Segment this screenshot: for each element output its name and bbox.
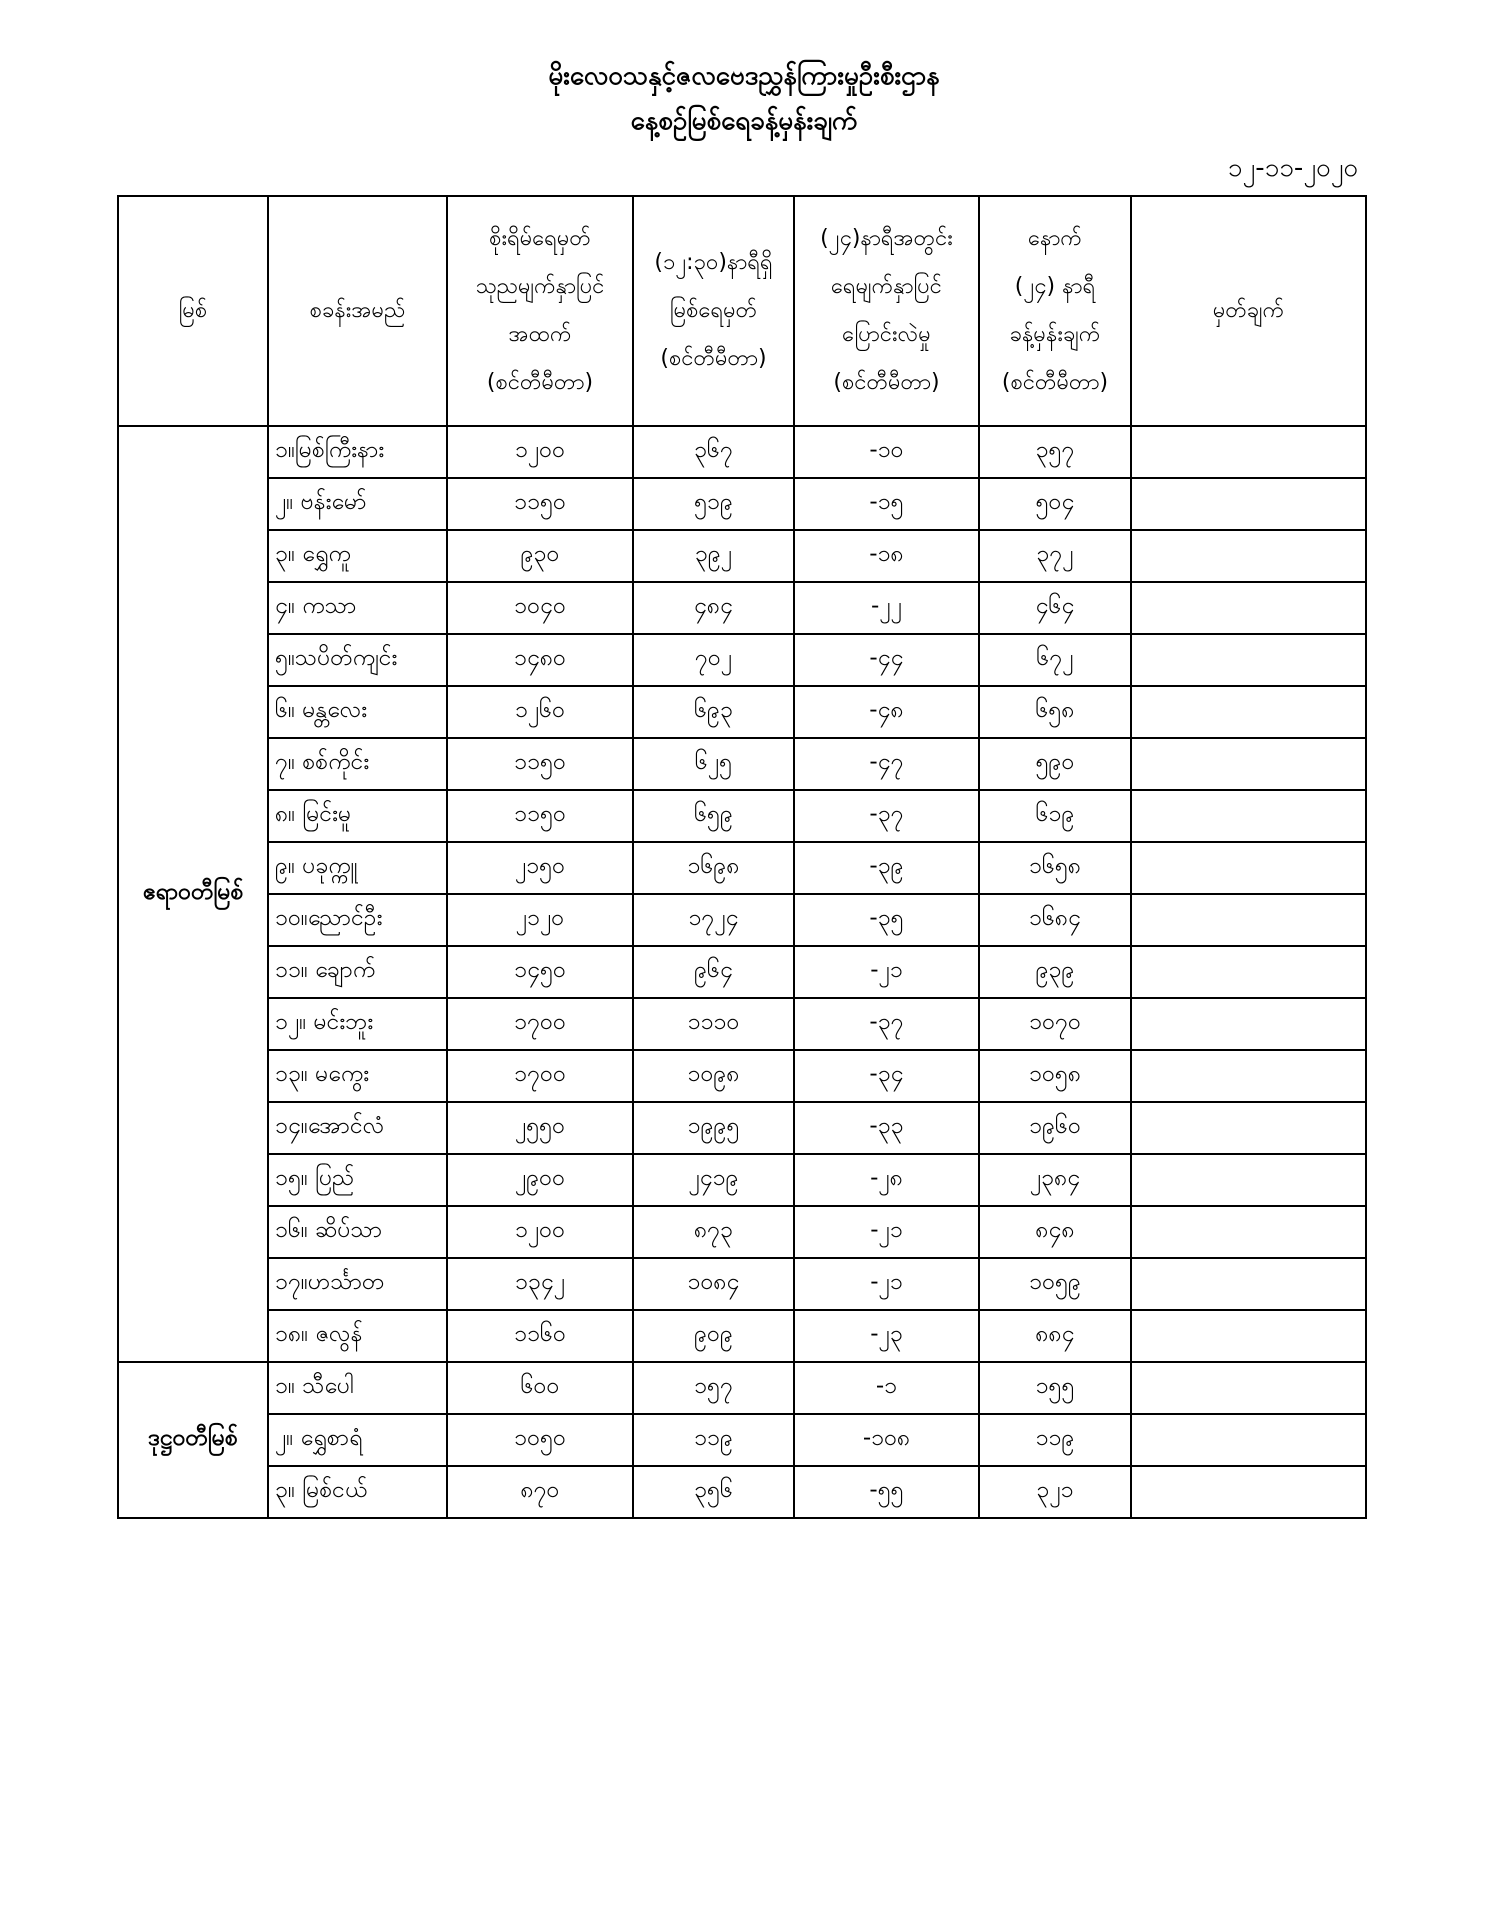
page-title: မိုးလေဝသနှင့်ဇလဗေဒညွှန်ကြားမှုဦးစီးဌာန (548, 61, 940, 91)
change-cell: -၁ (794, 1362, 979, 1414)
current-level-cell: ၉၆၄ (633, 946, 794, 998)
danger-level-cell: ၁၂၀၀ (447, 426, 633, 478)
forecast-cell: ၁၆၅၈ (979, 842, 1131, 894)
table-row (118, 790, 1366, 842)
station-cell: ၂။ ရွှေစာရံ (268, 1414, 447, 1466)
forecast-cell: ၉၃၉ (979, 946, 1131, 998)
change-cell: -၃၃ (794, 1102, 979, 1154)
change-cell: -၃၄ (794, 1050, 979, 1102)
change-cell: -၃၅ (794, 894, 979, 946)
current-level-cell: ၁၅၇ (633, 1362, 794, 1414)
change-cell: -၄၇ (794, 738, 979, 790)
remark-cell (1131, 1414, 1366, 1466)
table-row (118, 842, 1366, 894)
forecast-cell: ၁၀၅၈ (979, 1050, 1131, 1102)
forecast-cell: ၃၅၇ (979, 426, 1131, 478)
table-row (118, 1258, 1366, 1310)
change-cell: -၃၇ (794, 790, 979, 842)
table-header-row (118, 196, 1366, 426)
forecast-cell: ၆၅၈ (979, 686, 1131, 738)
current-level-cell: ၉၀၉ (633, 1310, 794, 1362)
river-name-cell: ဧရာဝတီမြစ် (118, 426, 268, 1362)
remark-cell (1131, 426, 1366, 478)
header-remark: မှတ်ချက် (1131, 196, 1366, 426)
station-cell: ၅။သပိတ်ကျင်း (268, 634, 447, 686)
remark-cell (1131, 894, 1366, 946)
current-level-cell: ၁၇၂၄ (633, 894, 794, 946)
danger-level-cell: ၂၁၅၀ (447, 842, 633, 894)
danger-level-cell: ၁၁၆၀ (447, 1310, 633, 1362)
forecast-cell: ၅၉၀ (979, 738, 1131, 790)
header-danger-level: စိုးရိမ်ရေမှတ် သုညမျက်နှာပြင် အထက် (စင်တီမီတာ) (447, 196, 633, 426)
station-cell: ၄။ ကသာ (268, 582, 447, 634)
current-level-cell: ၆၉၃ (633, 686, 794, 738)
change-cell: -၃၇ (794, 998, 979, 1050)
forecast-cell: ၃၂၁ (979, 1466, 1131, 1518)
current-level-cell: ၅၁၉ (633, 478, 794, 530)
forecast-cell: ၈၈၄ (979, 1310, 1131, 1362)
danger-level-cell: ၂၅၅၀ (447, 1102, 633, 1154)
change-cell: -၃၉ (794, 842, 979, 894)
station-cell: ၈။ မြင်းမူ (268, 790, 447, 842)
remark-cell (1131, 1362, 1366, 1414)
header-current-level: (၁၂:၃၀)နာရီရှိ မြစ်ရေမှတ် (စင်တီမီတာ) (633, 196, 794, 426)
danger-level-cell: ၁၀၅၀ (447, 1414, 633, 1466)
danger-level-cell: ၁၁၅၀ (447, 790, 633, 842)
remark-cell (1131, 946, 1366, 998)
forecast-cell: ၅၀၄ (979, 478, 1131, 530)
table-row (118, 1466, 1366, 1518)
forecast-cell: ၈၄၈ (979, 1206, 1131, 1258)
remark-cell (1131, 478, 1366, 530)
remark-cell (1131, 790, 1366, 842)
table-row (118, 1102, 1366, 1154)
table-row (118, 894, 1366, 946)
table-row (118, 1362, 1366, 1414)
station-cell: ၁။ သီပေါ (268, 1362, 447, 1414)
danger-level-cell: ၉၃၀ (447, 530, 633, 582)
change-cell: -၂၁ (794, 946, 979, 998)
remark-cell (1131, 1050, 1366, 1102)
danger-level-cell: ၁၃၄၂ (447, 1258, 633, 1310)
change-cell: -၂၂ (794, 582, 979, 634)
danger-level-cell: ၁၁၅၀ (447, 738, 633, 790)
danger-level-cell: ၆၀၀ (447, 1362, 633, 1414)
change-cell: -၁၈ (794, 530, 979, 582)
current-level-cell: ၇၀၂ (633, 634, 794, 686)
change-cell: -၁၀၈ (794, 1414, 979, 1466)
current-level-cell: ၁၀၈၄ (633, 1258, 794, 1310)
current-level-cell: ၁၆၉၈ (633, 842, 794, 894)
river-forecast-table (117, 195, 1367, 1519)
danger-level-cell: ၁၇၀၀ (447, 1050, 633, 1102)
forecast-cell: ၂၃၈၄ (979, 1154, 1131, 1206)
table-row (118, 1310, 1366, 1362)
remark-cell (1131, 998, 1366, 1050)
forecast-cell: ၁၉၆၀ (979, 1102, 1131, 1154)
forecast-cell: ၁၀၅၉ (979, 1258, 1131, 1310)
remark-cell (1131, 530, 1366, 582)
river-name-cell: ဒုဋ္ဌဝတီမြစ် (118, 1362, 268, 1518)
danger-level-cell: ၁၂၆၀ (447, 686, 633, 738)
remark-cell (1131, 634, 1366, 686)
remark-cell (1131, 1310, 1366, 1362)
forecast-cell: ၃၇၂ (979, 530, 1131, 582)
header-river: မြစ် (118, 196, 268, 426)
table-row (118, 946, 1366, 998)
change-cell: -၄၄ (794, 634, 979, 686)
table-row (118, 634, 1366, 686)
station-cell: ၁၂။ မင်းဘူး (268, 998, 447, 1050)
change-cell: -၅၅ (794, 1466, 979, 1518)
danger-level-cell: ၂၁၂၀ (447, 894, 633, 946)
change-cell: -၂၃ (794, 1310, 979, 1362)
change-cell: -၂၈ (794, 1154, 979, 1206)
table-row (118, 1414, 1366, 1466)
change-cell: -၁၅ (794, 478, 979, 530)
danger-level-cell: ၁၀၄၀ (447, 582, 633, 634)
danger-level-cell: ၂၉၀၀ (447, 1154, 633, 1206)
danger-level-cell: ၁၁၅၀ (447, 478, 633, 530)
current-level-cell: ၈၇၃ (633, 1206, 794, 1258)
forecast-cell: ၁၀၇၀ (979, 998, 1131, 1050)
station-cell: ၉။ ပခုက္ကူ (268, 842, 447, 894)
station-cell: ၃။ မြစ်ငယ် (268, 1466, 447, 1518)
danger-level-cell: ၈၇၀ (447, 1466, 633, 1518)
remark-cell (1131, 1466, 1366, 1518)
remark-cell (1131, 582, 1366, 634)
table-body (118, 426, 1366, 1518)
station-cell: ၁၀။ညောင်ဦး (268, 894, 447, 946)
current-level-cell: ၁၉၉၅ (633, 1102, 794, 1154)
station-cell: ၆။ မန္တလေး (268, 686, 447, 738)
current-level-cell: ၂၄၁၉ (633, 1154, 794, 1206)
danger-level-cell: ၁၂၀၀ (447, 1206, 633, 1258)
table-row (118, 426, 1366, 478)
station-cell: ၁။မြစ်ကြီးနား (268, 426, 447, 478)
table-row (118, 1206, 1366, 1258)
header-station: စခန်းအမည် (268, 196, 447, 426)
danger-level-cell: ၁၄၈၀ (447, 634, 633, 686)
current-level-cell: ၃၉၂ (633, 530, 794, 582)
header-change-24h: (၂၄)နာရီအတွင်း ရေမျက်နှာပြင် ပြောင်းလဲမှု (စင်တီမီတာ) (794, 196, 979, 426)
remark-cell (1131, 1206, 1366, 1258)
remark-cell (1131, 1258, 1366, 1310)
remark-cell (1131, 686, 1366, 738)
table-row (118, 530, 1366, 582)
current-level-cell: ၁၁၁၀ (633, 998, 794, 1050)
danger-level-cell: ၁၄၅၀ (447, 946, 633, 998)
table-row (118, 478, 1366, 530)
forecast-cell: ၆၁၉ (979, 790, 1131, 842)
remark-cell (1131, 1102, 1366, 1154)
header-forecast: နောက် (၂၄) နာရီ ခန့်မှန်းချက် (စင်တီမီတာ) (979, 196, 1131, 426)
station-cell: ၁၁။ ချောက် (268, 946, 447, 998)
forecast-cell: ၆၇၂ (979, 634, 1131, 686)
station-cell: ၁၄။အောင်လံ (268, 1102, 447, 1154)
table-row (118, 1050, 1366, 1102)
change-cell: -၁၀ (794, 426, 979, 478)
table-row (118, 686, 1366, 738)
table-row (118, 582, 1366, 634)
current-level-cell: ၆၅၉ (633, 790, 794, 842)
forecast-cell: ၁၆၈၄ (979, 894, 1131, 946)
change-cell: -၄၈ (794, 686, 979, 738)
table-row (118, 738, 1366, 790)
page-subtitle: နေ့စဉ်မြစ်ရေခန့်မှန်းချက် (630, 106, 858, 136)
report-date: ၁၂-၁၁-၂၀၂၀ (1227, 153, 1358, 183)
station-cell: ၃။ ရွှေကူ (268, 530, 447, 582)
table-row (118, 998, 1366, 1050)
forecast-cell: ၁၁၉ (979, 1414, 1131, 1466)
danger-level-cell: ၁၇၀၀ (447, 998, 633, 1050)
current-level-cell: ၁၀၉၈ (633, 1050, 794, 1102)
station-cell: ၁၆။ ဆိပ်သာ (268, 1206, 447, 1258)
station-cell: ၂။ ဗန်းမော် (268, 478, 447, 530)
current-level-cell: ၁၁၉ (633, 1414, 794, 1466)
current-level-cell: ၃၅၆ (633, 1466, 794, 1518)
change-cell: -၂၁ (794, 1258, 979, 1310)
remark-cell (1131, 1154, 1366, 1206)
current-level-cell: ၃၆၇ (633, 426, 794, 478)
forecast-cell: ၁၅၅ (979, 1362, 1131, 1414)
change-cell: -၂၁ (794, 1206, 979, 1258)
table-row (118, 1154, 1366, 1206)
remark-cell (1131, 738, 1366, 790)
station-cell: ၇။ စစ်ကိုင်း (268, 738, 447, 790)
station-cell: ၁၈။ ဇလွန် (268, 1310, 447, 1362)
forecast-cell: ၄၆၄ (979, 582, 1131, 634)
current-level-cell: ၆၂၅ (633, 738, 794, 790)
remark-cell (1131, 842, 1366, 894)
station-cell: ၁၃။ မကွေး (268, 1050, 447, 1102)
current-level-cell: ၄၈၄ (633, 582, 794, 634)
station-cell: ၁၇။ဟင်္သာတ (268, 1258, 447, 1310)
station-cell: ၁၅။ ပြည် (268, 1154, 447, 1206)
